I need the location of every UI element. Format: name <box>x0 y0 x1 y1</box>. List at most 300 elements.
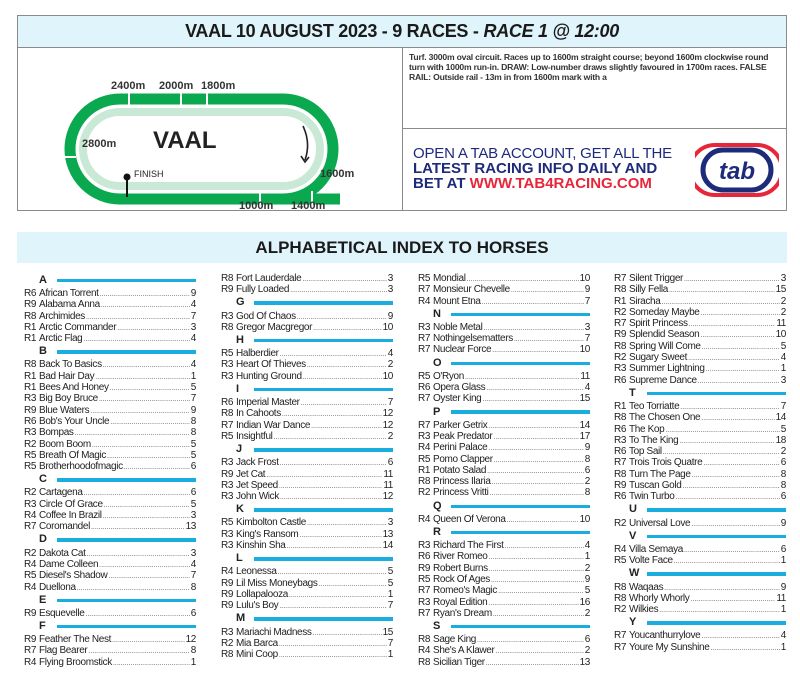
saddle-number: 11 <box>383 479 393 491</box>
race-number: R4 <box>418 513 431 525</box>
horse-name: To The King <box>629 434 679 446</box>
letter-heading <box>418 307 590 322</box>
race-number: R3 <box>24 498 37 510</box>
dot-leader <box>103 510 190 521</box>
race-number: R8 <box>614 340 627 352</box>
saddle-number: 7 <box>190 310 196 322</box>
dot-leader <box>88 645 189 656</box>
horse-name: Whorly Whorly <box>629 592 690 604</box>
dot-leader <box>498 585 584 596</box>
saddle-number: 13 <box>382 528 393 540</box>
horse-name: God Of Chaos <box>236 310 296 322</box>
letter-divider <box>254 557 393 561</box>
letter-heading <box>221 296 393 311</box>
horse-name: Indian War Dance <box>236 419 311 431</box>
race-time-title: RACE 1 @ 12:00 <box>483 21 619 41</box>
marker-2400m: 2400m <box>111 80 146 92</box>
saddle-number: 5 <box>780 340 786 352</box>
horse-entry <box>24 582 196 593</box>
saddle-number: 6 <box>190 461 196 473</box>
letter-label: F <box>39 619 46 632</box>
saddle-number: 9 <box>584 284 590 296</box>
advert-text <box>413 146 672 191</box>
horse-entry <box>418 465 590 476</box>
horse-name: Dame Colleen <box>39 558 99 570</box>
race-number: R3 <box>418 596 431 608</box>
dot-leader <box>279 480 382 491</box>
horse-name: Silly Fella <box>629 284 668 296</box>
letter-divider <box>647 535 786 539</box>
horse-name: In Cahoots <box>236 408 281 420</box>
horse-entry <box>24 634 196 645</box>
advert-url-link[interactable]: WWW.TAB4RACING.COM <box>469 175 652 192</box>
dot-leader <box>664 582 780 593</box>
horse-entry <box>418 540 590 551</box>
saddle-number: 11 <box>580 370 590 382</box>
race-number: R2 <box>418 487 431 499</box>
dot-leader <box>691 518 780 529</box>
dot-leader <box>280 348 387 359</box>
dot-leader <box>100 288 190 299</box>
advert-line-3 <box>413 176 672 191</box>
horse-entry <box>24 299 196 310</box>
horse-entry <box>614 555 786 566</box>
horse-name: Supreme Dance <box>629 374 697 386</box>
letter-label: V <box>629 529 637 542</box>
saddle-number: 2 <box>584 476 590 488</box>
dot-leader <box>85 608 189 619</box>
letter-heading <box>24 533 196 548</box>
letter-divider <box>57 625 196 629</box>
horse-entry <box>221 529 393 540</box>
horse-name: The Kop <box>629 423 665 435</box>
horse-entry <box>24 405 196 416</box>
race-number: R8 <box>24 359 37 371</box>
letter-label: M <box>236 612 246 625</box>
saddle-number: 12 <box>382 408 393 420</box>
letter-label: L <box>236 552 243 565</box>
dot-leader <box>706 363 780 374</box>
horse-entry <box>221 649 393 660</box>
dot-leader <box>75 427 190 438</box>
horse-name: Alabama Anna <box>39 299 100 311</box>
horse-entry <box>418 296 590 307</box>
letter-divider <box>57 478 196 482</box>
horse-entry <box>614 307 786 318</box>
race-number: R9 <box>221 577 234 589</box>
letter-heading <box>24 344 196 359</box>
dot-leader <box>663 446 780 457</box>
saddle-number: 9 <box>780 517 786 529</box>
letter-divider <box>647 621 786 625</box>
saddle-number: 4 <box>387 348 393 360</box>
letter-heading <box>24 273 196 288</box>
horse-entry <box>418 551 590 562</box>
dot-leader <box>514 333 584 344</box>
horse-entry <box>221 420 393 431</box>
race-number: R3 <box>418 321 431 333</box>
race-number: R5 <box>418 370 431 382</box>
dot-leader <box>86 311 190 322</box>
dot-leader <box>289 589 387 600</box>
dot-leader <box>511 284 584 295</box>
horse-entry <box>221 491 393 502</box>
letter-divider <box>254 339 393 343</box>
horse-entry <box>24 570 196 581</box>
race-number: R9 <box>221 468 234 480</box>
horse-entry <box>418 597 590 608</box>
letter-divider <box>451 505 590 509</box>
horse-name: Someday Maybe <box>629 306 700 318</box>
horse-entry <box>418 563 590 574</box>
race-number: R6 <box>221 397 234 409</box>
letter-label: A <box>39 273 47 286</box>
dot-leader <box>280 491 382 502</box>
horse-name: Royal Edition <box>433 596 488 608</box>
dot-leader <box>492 344 578 355</box>
saddle-number: 7 <box>190 393 196 405</box>
horse-name: Youcanthurrylove <box>629 630 701 642</box>
horse-entry <box>614 273 786 284</box>
race-number: R7 <box>614 457 627 469</box>
saddle-number: 3 <box>190 547 196 559</box>
horse-name: Esquevelle <box>39 607 85 619</box>
saddle-number: 3 <box>387 273 393 284</box>
horse-name: Archimides <box>39 310 85 322</box>
horse-name: Boom Boom <box>39 438 91 450</box>
race-number: R1 <box>614 400 627 412</box>
horse-name: Coromandel <box>39 521 90 533</box>
index-title: ALPHABETICAL INDEX TO HORSES <box>17 232 787 263</box>
saddle-number: 11 <box>383 468 393 480</box>
letter-divider <box>57 279 196 283</box>
dot-leader <box>682 480 779 491</box>
dot-leader <box>665 424 779 435</box>
race-number: R7 <box>418 344 431 356</box>
saddle-number: 8 <box>584 453 590 465</box>
horse-name: Insightful <box>236 430 273 442</box>
letter-heading <box>418 619 590 634</box>
race-number: R9 <box>24 607 37 619</box>
saddle-number: 10 <box>579 273 590 284</box>
letter-label: R <box>433 525 441 538</box>
horse-name: Trois Trois Quatre <box>629 457 703 469</box>
race-number: R7 <box>221 419 234 431</box>
horse-name: Lil Miss Moneybags <box>236 577 318 589</box>
horse-entry <box>221 284 393 295</box>
horse-entry <box>614 412 786 423</box>
saddle-number: 12 <box>382 491 393 503</box>
race-number: R8 <box>418 476 431 488</box>
letter-divider <box>254 617 393 621</box>
dot-leader <box>279 638 387 649</box>
race-number: R4 <box>418 645 431 657</box>
dot-leader <box>266 469 382 480</box>
dot-leader <box>482 393 578 404</box>
dot-leader <box>701 412 774 423</box>
horse-name: Ryan's Dream <box>433 607 492 619</box>
race-number: R9 <box>221 600 234 612</box>
horse-name: Dakota Cat <box>39 547 86 559</box>
saddle-number: 5 <box>780 423 786 435</box>
saddle-number: 16 <box>579 596 590 608</box>
horse-name: Teo Torriatte <box>629 400 680 412</box>
horse-entry <box>221 469 393 480</box>
horse-name: Oyster King <box>433 393 482 405</box>
horse-name: Diesel's Shadow <box>39 570 108 582</box>
race-number: R1 <box>614 295 627 307</box>
dot-leader <box>507 514 579 525</box>
letter-label: P <box>433 405 441 418</box>
letter-label: G <box>236 296 245 309</box>
dot-leader <box>710 642 779 653</box>
race-number: R8 <box>221 273 234 284</box>
saddle-number: 4 <box>780 630 786 642</box>
dot-leader <box>701 307 780 318</box>
horse-name: Pomo Clapper <box>433 453 493 465</box>
race-number: R6 <box>614 374 627 386</box>
race-number: R9 <box>614 329 627 341</box>
horse-entry <box>418 431 590 442</box>
dot-leader <box>703 457 779 468</box>
advert-line-2: LATEST RACING INFO DAILY AND <box>413 160 658 177</box>
saddle-number: 1 <box>780 641 786 653</box>
dot-leader <box>302 273 386 284</box>
saddle-number: 8 <box>190 427 196 439</box>
saddle-number: 5 <box>190 382 196 394</box>
letter-divider <box>254 508 393 512</box>
horse-entry <box>614 469 786 480</box>
horse-name: Bad Hair Day <box>39 370 95 382</box>
letter-divider <box>57 599 196 603</box>
saddle-number: 2 <box>387 359 393 371</box>
dot-leader <box>689 318 776 329</box>
dot-leader <box>690 593 775 604</box>
letter-divider <box>254 388 393 392</box>
saddle-number: 6 <box>190 487 196 499</box>
horse-name: Princess Ilaria <box>433 476 491 488</box>
horse-name: Nuclear Force <box>433 344 492 356</box>
saddle-number: 9 <box>387 310 393 322</box>
horse-entry <box>418 393 590 404</box>
saddle-number: 4 <box>190 299 196 311</box>
race-number: R8 <box>614 581 627 593</box>
horse-name: Sicilian Tiger <box>433 656 485 668</box>
horse-name: King's Ransom <box>236 528 299 540</box>
dot-leader <box>287 540 382 551</box>
race-number: R9 <box>221 588 234 600</box>
dot-leader <box>494 454 584 465</box>
index-column-4 <box>614 273 786 653</box>
race-number: R2 <box>614 604 627 616</box>
horse-entry <box>614 363 786 374</box>
saddle-number: 3 <box>190 321 196 333</box>
horse-name: Nothingelsematters <box>433 333 513 345</box>
horse-name: Leonessa <box>236 566 277 578</box>
horse-entry <box>221 359 393 370</box>
race-number: R5 <box>24 449 37 461</box>
letter-label: U <box>629 503 637 516</box>
saddle-number: 2 <box>780 446 786 458</box>
race-number: R8 <box>24 310 37 322</box>
race-number: R3 <box>221 491 234 503</box>
horse-name: Potato Salad <box>433 464 487 476</box>
advert-line-1: OPEN A TAB ACCOUNT, GET ALL THE <box>413 145 672 162</box>
horse-entry <box>24 657 196 668</box>
dot-leader <box>99 393 190 404</box>
saddle-number: 3 <box>387 517 393 529</box>
horse-entry <box>614 457 786 468</box>
meeting-title-text: VAAL 10 AUGUST 2023 - 9 RACES - <box>185 21 479 41</box>
dot-leader <box>117 322 190 333</box>
letter-heading <box>221 442 393 457</box>
race-number: R9 <box>24 634 37 646</box>
horse-entry <box>221 457 393 468</box>
dot-leader <box>99 559 190 570</box>
horse-entry <box>418 371 590 382</box>
horse-entry <box>24 416 196 427</box>
race-number: R9 <box>614 480 627 492</box>
horse-name: Coffee In Brazil <box>39 510 102 522</box>
race-number: R7 <box>418 607 431 619</box>
horse-name: Robert Burns <box>433 562 488 574</box>
saddle-number: 3 <box>190 510 196 522</box>
race-number: R4 <box>24 558 37 570</box>
saddle-number: 8 <box>190 581 196 593</box>
horse-entry <box>418 344 590 355</box>
race-number: R6 <box>418 382 431 394</box>
saddle-number: 2 <box>387 430 393 442</box>
letter-label: O <box>433 356 442 369</box>
horse-name: Mini Coop <box>236 649 278 661</box>
letter-heading <box>418 356 590 371</box>
dot-leader <box>698 375 780 386</box>
horse-entry <box>418 442 590 453</box>
saddle-number: 1 <box>780 604 786 616</box>
horse-name: Noble Metal <box>433 321 483 333</box>
dot-leader <box>104 499 190 510</box>
horse-entry <box>221 589 393 600</box>
finish-label: FINISH <box>134 169 164 179</box>
horse-entry <box>221 348 393 359</box>
race-number: R1 <box>24 333 37 345</box>
horse-entry <box>614 491 786 502</box>
race-number: R3 <box>221 370 234 382</box>
horse-entry <box>614 296 786 307</box>
race-number: R6 <box>614 423 627 435</box>
race-number: R1 <box>24 321 37 333</box>
horse-entry <box>24 461 196 472</box>
horse-name: Bees And Honey <box>39 382 109 394</box>
horse-name: Mount Etna <box>433 295 481 307</box>
letter-label: S <box>433 619 441 632</box>
horse-entry <box>24 510 196 521</box>
horse-name: Breath Of Magic <box>39 449 107 461</box>
track-name: VAAL <box>153 127 217 154</box>
dot-leader <box>91 521 185 532</box>
dot-leader <box>465 371 579 382</box>
dot-leader <box>103 359 190 370</box>
race-number: R5 <box>221 430 234 442</box>
horse-name: Lollapalooza <box>236 588 288 600</box>
dot-leader <box>488 420 578 431</box>
dot-leader <box>492 476 584 487</box>
saddle-number: 5 <box>387 566 393 578</box>
horse-name: Silent Trigger <box>629 273 684 284</box>
horse-entry <box>418 284 590 295</box>
saddle-number: 9 <box>584 573 590 585</box>
race-number: R7 <box>418 419 431 431</box>
horse-entry <box>24 382 196 393</box>
race-number: R8 <box>614 468 627 480</box>
horse-entry <box>24 487 196 498</box>
dot-leader <box>124 461 190 472</box>
horse-name: Richard The First <box>433 540 504 552</box>
horse-entry <box>614 518 786 529</box>
horse-name: Bob's Your Uncle <box>39 415 110 427</box>
saddle-number: 2 <box>780 306 786 318</box>
horse-name: Mariachi Madness <box>236 626 312 638</box>
race-number: R3 <box>614 363 627 375</box>
saddle-number: 3 <box>780 273 786 284</box>
horse-name: Blue Waters <box>39 404 90 416</box>
saddle-number: 7 <box>387 637 393 649</box>
dot-leader <box>87 548 190 559</box>
letter-label: Q <box>433 499 442 512</box>
race-number: R7 <box>614 641 627 653</box>
tab-advert[interactable] <box>403 129 786 210</box>
letter-label: W <box>629 567 640 580</box>
horse-name: Back To Basics <box>39 359 102 371</box>
horse-entry <box>24 288 196 299</box>
letter-label: N <box>433 307 441 320</box>
dot-leader <box>487 465 584 476</box>
saddle-number: 6 <box>190 607 196 619</box>
saddle-number: 6 <box>780 491 786 503</box>
saddle-number: 15 <box>382 626 393 638</box>
saddle-number: 8 <box>190 415 196 427</box>
race-number: R6 <box>24 288 37 299</box>
dot-leader <box>488 442 583 453</box>
race-number: R3 <box>221 540 234 552</box>
horse-name: Flag Bearer <box>39 645 88 657</box>
race-number: R3 <box>221 359 234 371</box>
horse-entry <box>418 608 590 619</box>
horse-entry <box>418 487 590 498</box>
horse-name: Opera Glass <box>433 382 486 394</box>
race-number: R8 <box>614 592 627 604</box>
horse-entry <box>221 638 393 649</box>
dot-leader <box>669 284 775 295</box>
saddle-number: 3 <box>584 321 590 333</box>
horse-name: Rock Of Ages <box>433 573 490 585</box>
race-number: R8 <box>418 634 431 646</box>
saddle-number: 14 <box>775 412 786 424</box>
dot-leader <box>282 408 382 419</box>
letter-label: J <box>236 443 243 456</box>
horse-entry <box>614 375 786 386</box>
race-number: R7 <box>24 645 37 657</box>
horse-entry <box>24 450 196 461</box>
advert-line-3-prefix: BET AT <box>413 175 470 192</box>
dot-leader <box>311 420 381 431</box>
saddle-number: 17 <box>579 430 590 442</box>
horse-entry <box>614 480 786 491</box>
dot-leader <box>700 329 774 340</box>
dot-leader <box>675 491 779 502</box>
race-number: R5 <box>24 461 37 473</box>
saddle-number: 10 <box>775 329 786 341</box>
